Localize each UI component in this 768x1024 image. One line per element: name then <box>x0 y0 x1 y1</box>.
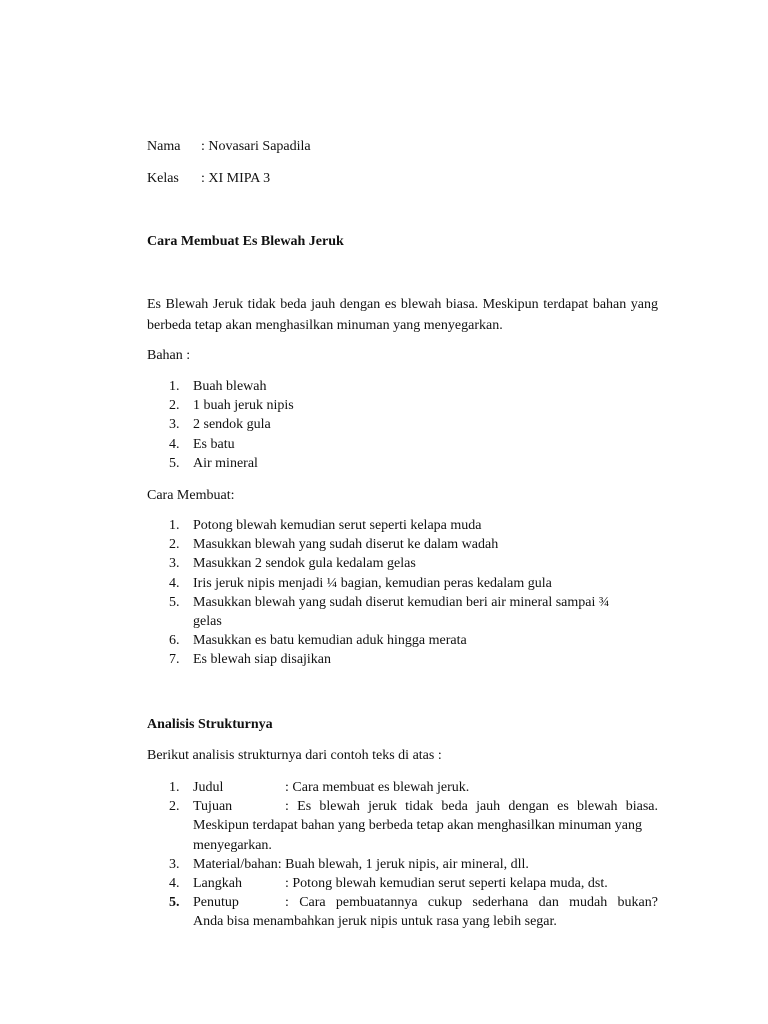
list-item: 2. 1 buah jeruk nipis <box>169 398 294 414</box>
name-line <box>147 137 658 156</box>
class-separator: : <box>201 171 205 186</box>
list-item: 5. Penutup : Cara pembuatannya cukup sederhana dan mudah bukan? Anda bisa menambahkan jeruk nipis untuk rasa yang lebih segar. <box>169 895 658 930</box>
intro-paragraph: Es Blewah Jeruk tidak beda jauh dengan es blewah biasa. Meskipun terdapat bahan yang berbeda tetap akan menghasilkan minuman yang menyegarkan. <box>147 297 658 333</box>
list-item: 4. Iris jeruk nipis menjadi ¼ bagian, kemudian peras kedalam gula <box>169 575 552 591</box>
list-item: 1. Judul : Cara membuat es blewah jeruk. <box>147 778 658 797</box>
list-item: 5. Masukkan blewah yang sudah diserut kemudian beri air mineral sampai ¾ gelas <box>169 594 610 630</box>
list-item: 5. Air mineral <box>169 455 258 471</box>
analysis-heading: Analisis Strukturnya <box>147 717 273 732</box>
name-value: Novasari Sapadila <box>208 139 311 154</box>
class-line <box>147 169 658 188</box>
analysis-label: Judul <box>193 780 224 795</box>
list-item: 3. Material/bahan: Buah blewah, 1 jeruk nipis, air mineral, dll. <box>169 856 529 872</box>
list-item: 3. Masukkan 2 sendok gula kedalam gelas <box>169 556 416 572</box>
class-label: Kelas <box>147 171 179 186</box>
class-value: XI MIPA 3 <box>208 171 271 186</box>
analysis-label: Penutup <box>193 895 239 911</box>
list-item: 2. Masukkan blewah yang sudah diserut ke dalam wadah <box>169 537 499 553</box>
analysis-label: Material/bahan: <box>193 856 282 872</box>
analysis-label: Langkah <box>193 876 242 892</box>
list-item: 3. 2 sendok gula <box>169 417 271 433</box>
steps-list <box>147 516 637 670</box>
steps-heading: Cara Membuat: <box>147 488 235 503</box>
list-item: 1. Potong blewah kemudian serut seperti kelapa muda <box>169 518 482 533</box>
list-item: 7. Es blewah siap disajikan <box>169 652 332 668</box>
list-item: 4. Es batu <box>169 436 235 452</box>
name-separator: : <box>201 139 205 154</box>
name-label: Nama <box>147 139 181 154</box>
ingredients-list <box>147 377 658 473</box>
list-item: 1. Buah blewah <box>169 379 267 394</box>
analysis-label: Tujuan <box>193 799 233 815</box>
ingredients-heading: Bahan : <box>147 348 191 363</box>
document-title: Cara Membuat Es Blewah Jeruk <box>147 234 344 249</box>
list-item: 4. Langkah : Potong blewah kemudian serut seperti kelapa muda, dst. <box>147 874 658 893</box>
list-item: 6. Masukkan es batu kemudian aduk hingga merata <box>169 633 467 649</box>
analysis-list <box>147 778 658 932</box>
analysis-intro: Berikut analisis strukturnya dari contoh teks di atas : <box>147 748 442 763</box>
list-item: 2. Tujuan : Es blewah jeruk tidak beda jauh dengan es blewah biasa. Meskipun terdapat bahan yang berbeda tetap akan menghasilkan minuman yang menyegarkan. <box>169 799 658 853</box>
